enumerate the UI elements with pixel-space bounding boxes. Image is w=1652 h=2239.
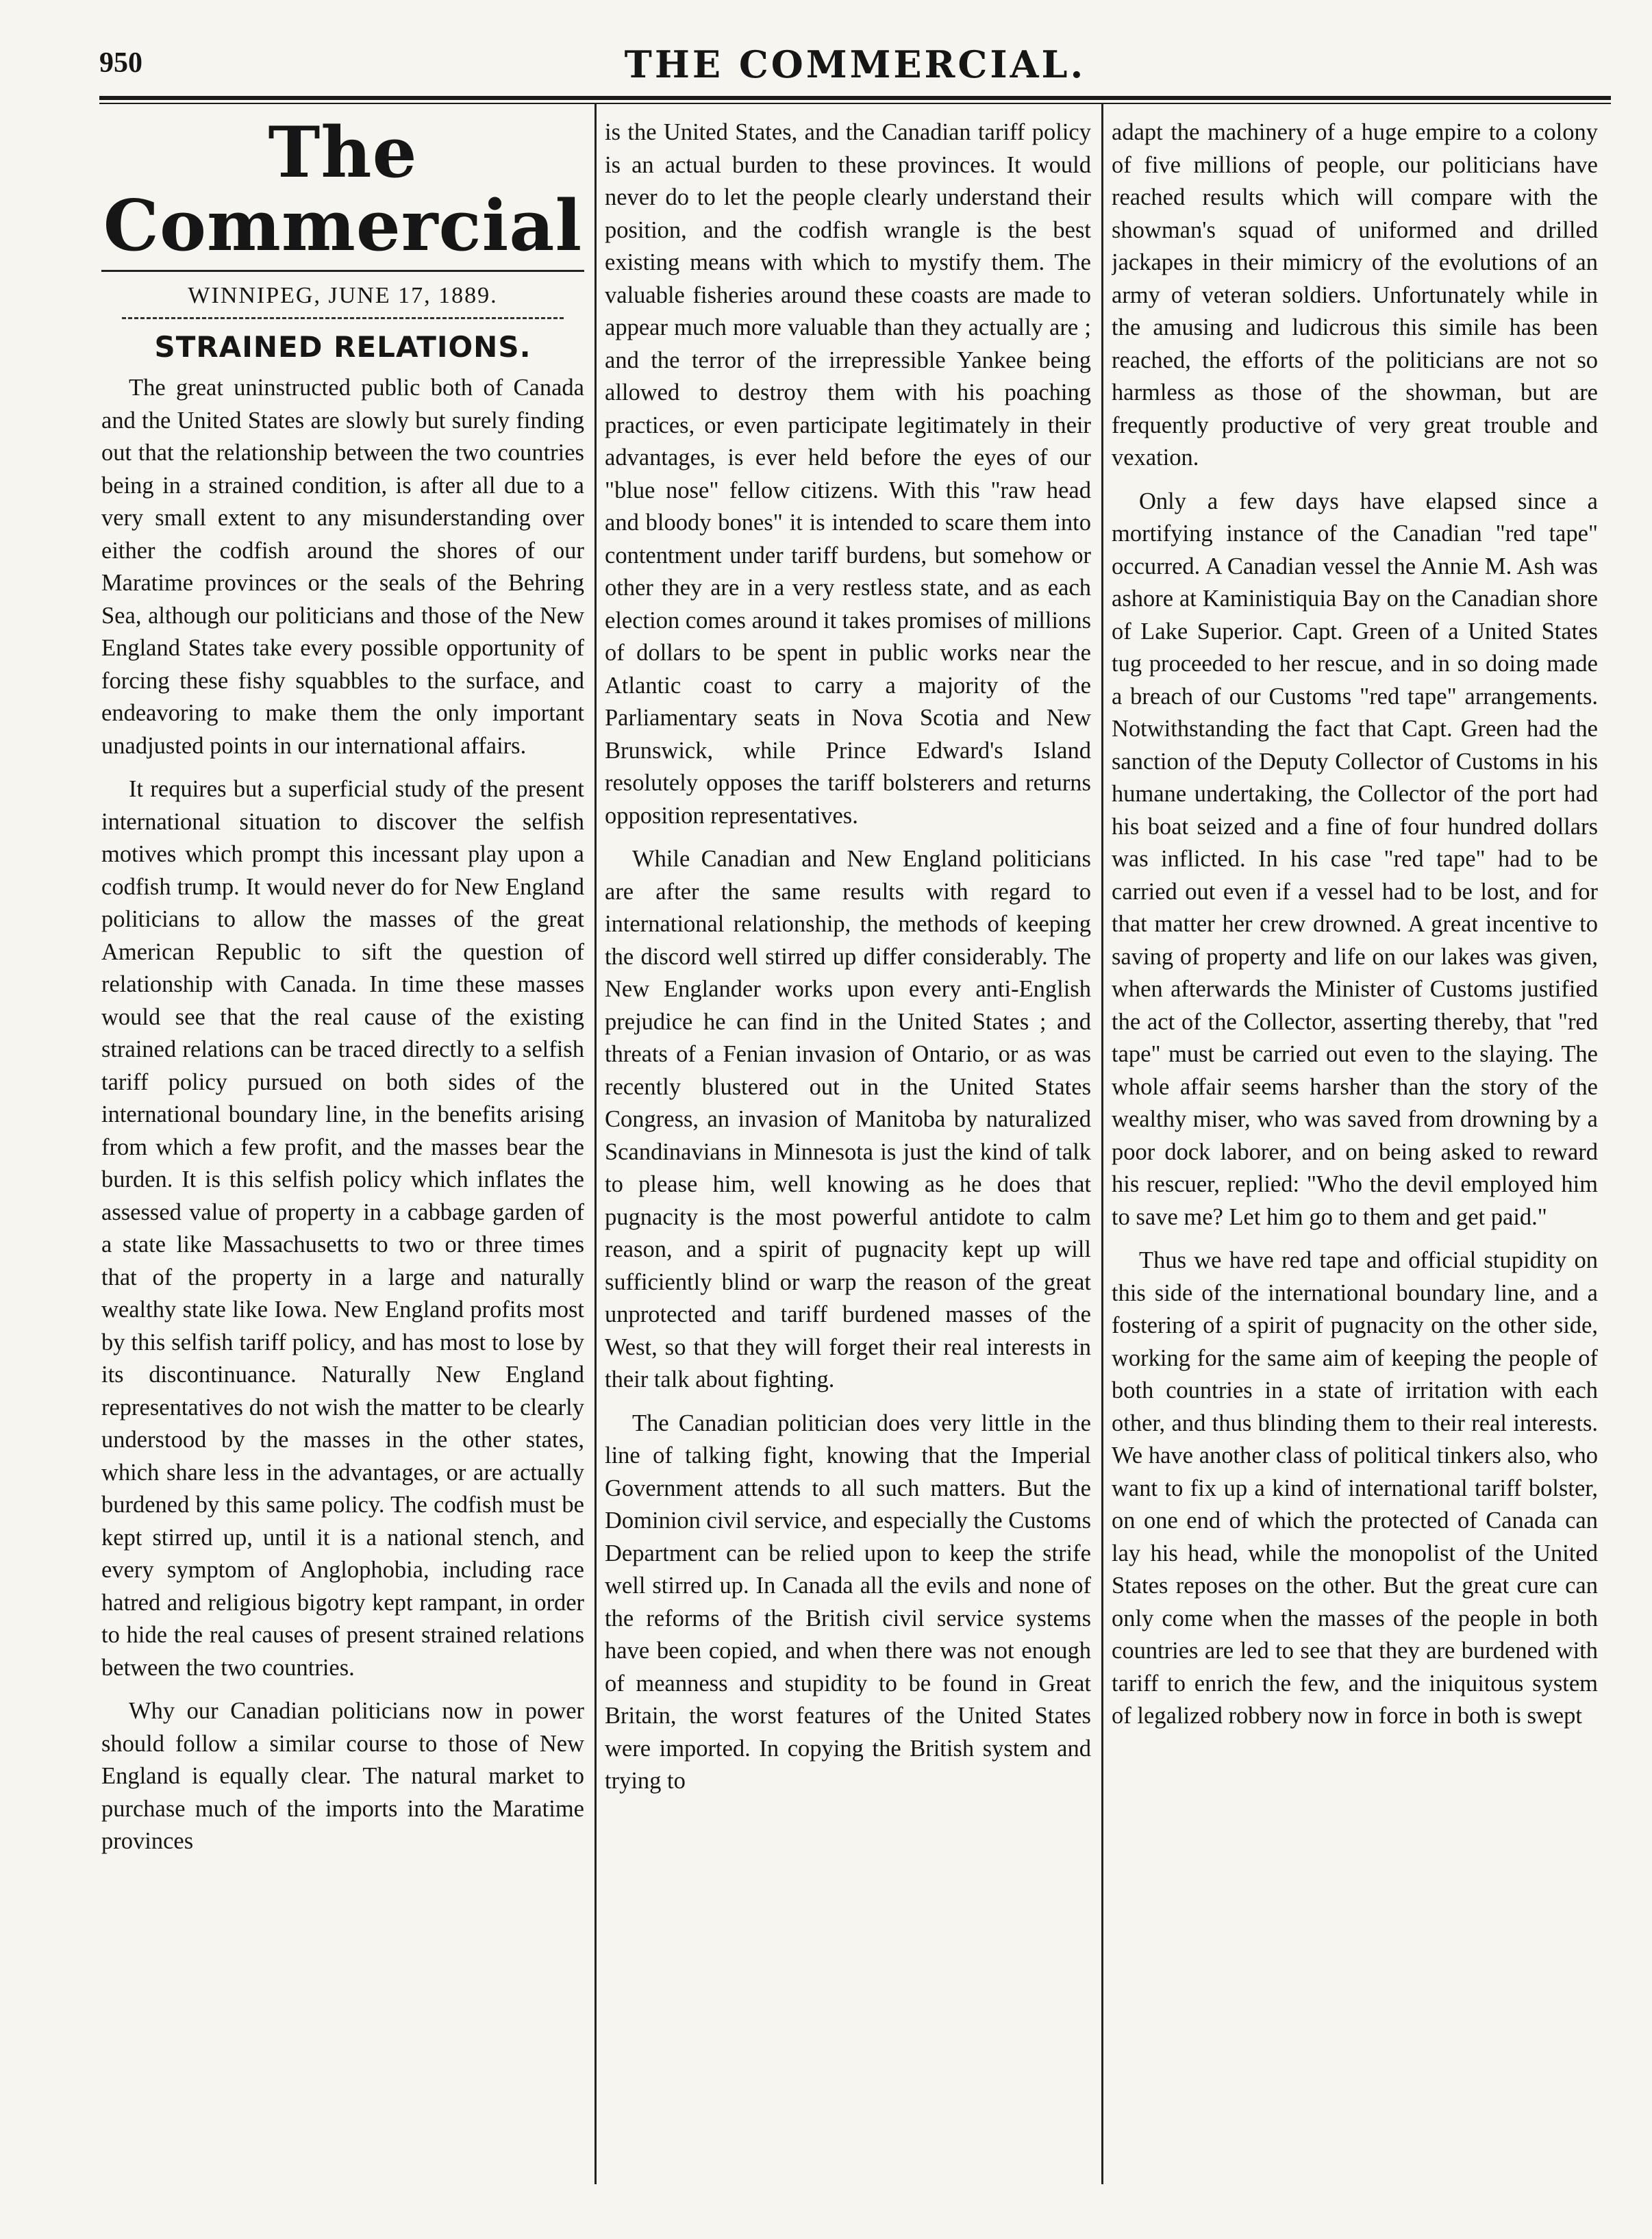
running-head [99, 40, 1611, 88]
paragraph: is the United States, and the Canadian tariff policy is an actual burden to these provinces. It would never do to let the people clearly understand their position, and the codfish wrangle is the best existing means with which to mystify them. The valuable fisheries around these coasts are made to appear much more valuable than they actually are ; and the terror of the irrepressible Yankee being allowed to destroy them with his poaching practices, or even participate legitimately in their advantages, is ever held before the eyes of our "blue nose" fellow citizens. With this "raw head and bloody bones" it is intended to scare them into contentment under tariff burdens, but somehow or other they are in a very restless state, and as each election comes around it takes promises of millions of dollars to be spent in public works near the Atlantic coast to carry a majority of the Parliamentary seats in Nova Scotia and New Brunswick, while Prince Edward's Island resolutely opposes the tariff bolsterers and returns opposition representatives. [605, 119, 1091, 829]
paragraph: It requires but a superficial study of the present international situation to discover the selfish motives which prompt this incessant play upon a codfish trump. It would never do for New England politicians to allow the masses of the great American Republic to sift the question of relationship with Canada. In time these masses would see that the real cause of the existing strained relations can be traced directly to a selfish tariff policy pursued on both sides of the international boundary line, in the benefits arising from which a few profit, and the masses bear the burden. It is this selfish policy which inflates the assessed value of property in a cabbage garden of a state like Massachusetts to two or three times that of the property in a large and naturally wealthy state like Iowa. New England profits most by this selfish tariff policy, and has most to lose by its discontinuance. Naturally New England representatives do not wish the matter to be clearly understood by the masses in the other states, which share less in the advantages, or are actually burdened by this same policy. The codfish must be kept stirred up, until it is a national stench, and every symptom of Anglophobia, including race hatred and religious bigotry kept rampant, in order to hide the real causes of present strained relations between the two countries. [101, 776, 584, 1681]
paragraph: The Canadian politician does very little in the line of talking fight, knowing that the Imperial Government attends to all such matters. But the Dominion civil service, and especially the Customs Department can be relied upon to keep the strife well stirred up. In Canada all the evils and none of the reforms of the British civil service systems have been copied, and when there was not enough of meanness and stupidity to be found in Great Britain, the worst features of the United States were imported. In copying the British system and trying to [605, 1410, 1091, 1794]
paragraph: Why our Canadian politicians now in power should follow a similar course to those of New England is equally clear. The natural market to purchase much of the imports into the Maratime provinces [101, 1698, 584, 1855]
paragraph: The great uninstructed public both of Canada and the United States are slowly but surely finding out that the relationship between the two countries being in a strained condition, is after all due to a very small extent to any misunderstanding over either the codfish around the shores of our Maratime provinces or the seals of the Behring Sea, although our politicians and those of the New England States take every possible opportunity of forcing these fishy squabbles to the surface, and endeavoring to make them the only important unadjusted points in our international affairs. [101, 375, 584, 759]
paragraph: Thus we have red tape and official stupidity on this side of the international boundary line, and a fostering of a spirit of pugnacity on the other side, working for the same aim of keeping the people of both countries in a state of irritation with each other, and thus blinding them to their real interests. We have another class of political tinkers also, who want to fix up a kind of international tariff bolster, on one end of which the protected of Canada can lay his head, while the monopolist of the United States reposes on the other. But the great cure can only come when the masses of the people in both countries are led to see that they are burdened with tariff to enrich the few, and the iniquitous system of legalized robbery now in force in both is swept [1112, 1247, 1598, 1729]
column-divider [1101, 103, 1103, 2184]
paragraph: While Canadian and New England politicians are after the same results with regard to international relationship, the methods of keeping the discord well stirred up differ considerably. The New Englander works upon every anti-English prejudice he can find in the United States ; and threats of a Fenian invasion of Ontario, or as was recently blustered out in the United States Congress, an invasion of Manitoba by naturalized Scandinavians in Minnesota is just the kind of talk to please him, well knowing as he does that pugnacity is the most powerful antidote to calm reason, and a spirit of pugnacity kept up will sufficiently blind or warp the reason of the great unprotected and tariff burdened masses of the West, so that they will forget their real interests in their talk about fighting. [605, 846, 1091, 1392]
dateline-rule [122, 317, 564, 319]
running-title: THE COMMERCIAL. [624, 42, 1086, 86]
masthead-rule [101, 270, 584, 272]
column-1 [101, 116, 584, 2177]
header-rule [99, 96, 1611, 104]
article-headline: STRAINED RELATIONS. [154, 330, 531, 364]
masthead-title: The Commercial [103, 116, 583, 268]
column-2 [605, 116, 1091, 2177]
dateline: WINNIPEG, JUNE 17, 1889. [188, 283, 498, 309]
page-number: 950 [99, 47, 142, 79]
column-3 [1112, 116, 1598, 2177]
paragraph: Only a few days have elapsed since a mortifying instance of the Canadian "red tape" occurred. A Canadian vessel the Annie M. Ash was ashore at Kaministiquia Bay on the Canadian shore of Lake Superior. Capt. Green of a United States tug proceeded to her rescue, and in so doing made a breach of our Customs "red tape" arrangements. Notwithstanding the fact that Capt. Green had the sanction of the Deputy Collector of Customs in his humane undertaking, the Collector of the port had his boat seized and a fine of four hundred dollars was inflicted. In his case "red tape" had to be carried out even if a vessel had to be lost, and for that matter her crew drowned. A great incentive to saving of property and life on our lakes was given, when afterwards the Minister of Customs justified the act of the Collector, asserting thereby, that "red tape" must be carried out even to the slaying. The whole affair seems harsher than the story of the wealthy miser, who was saved from drowning by a poor dock laborer, and on being asked to reward his rescuer, replied: "Who the devil employed him to save me? Let him go to them and get paid." [1112, 488, 1598, 1230]
paragraph: adapt the machinery of a huge empire to a colony of five millions of people, our politicians have reached results which will compare with the showman's squad of uniformed and drilled jackapes in their mimicry of the evolutions of an army of veteran soldiers. Unfortunately while in the amusing and ludicrous this simile has been reached, the efforts of the politicians are not so harmless as those of the showman, but are frequently productive of very great trouble and vexation. [1112, 119, 1598, 471]
column-divider [595, 103, 597, 2184]
